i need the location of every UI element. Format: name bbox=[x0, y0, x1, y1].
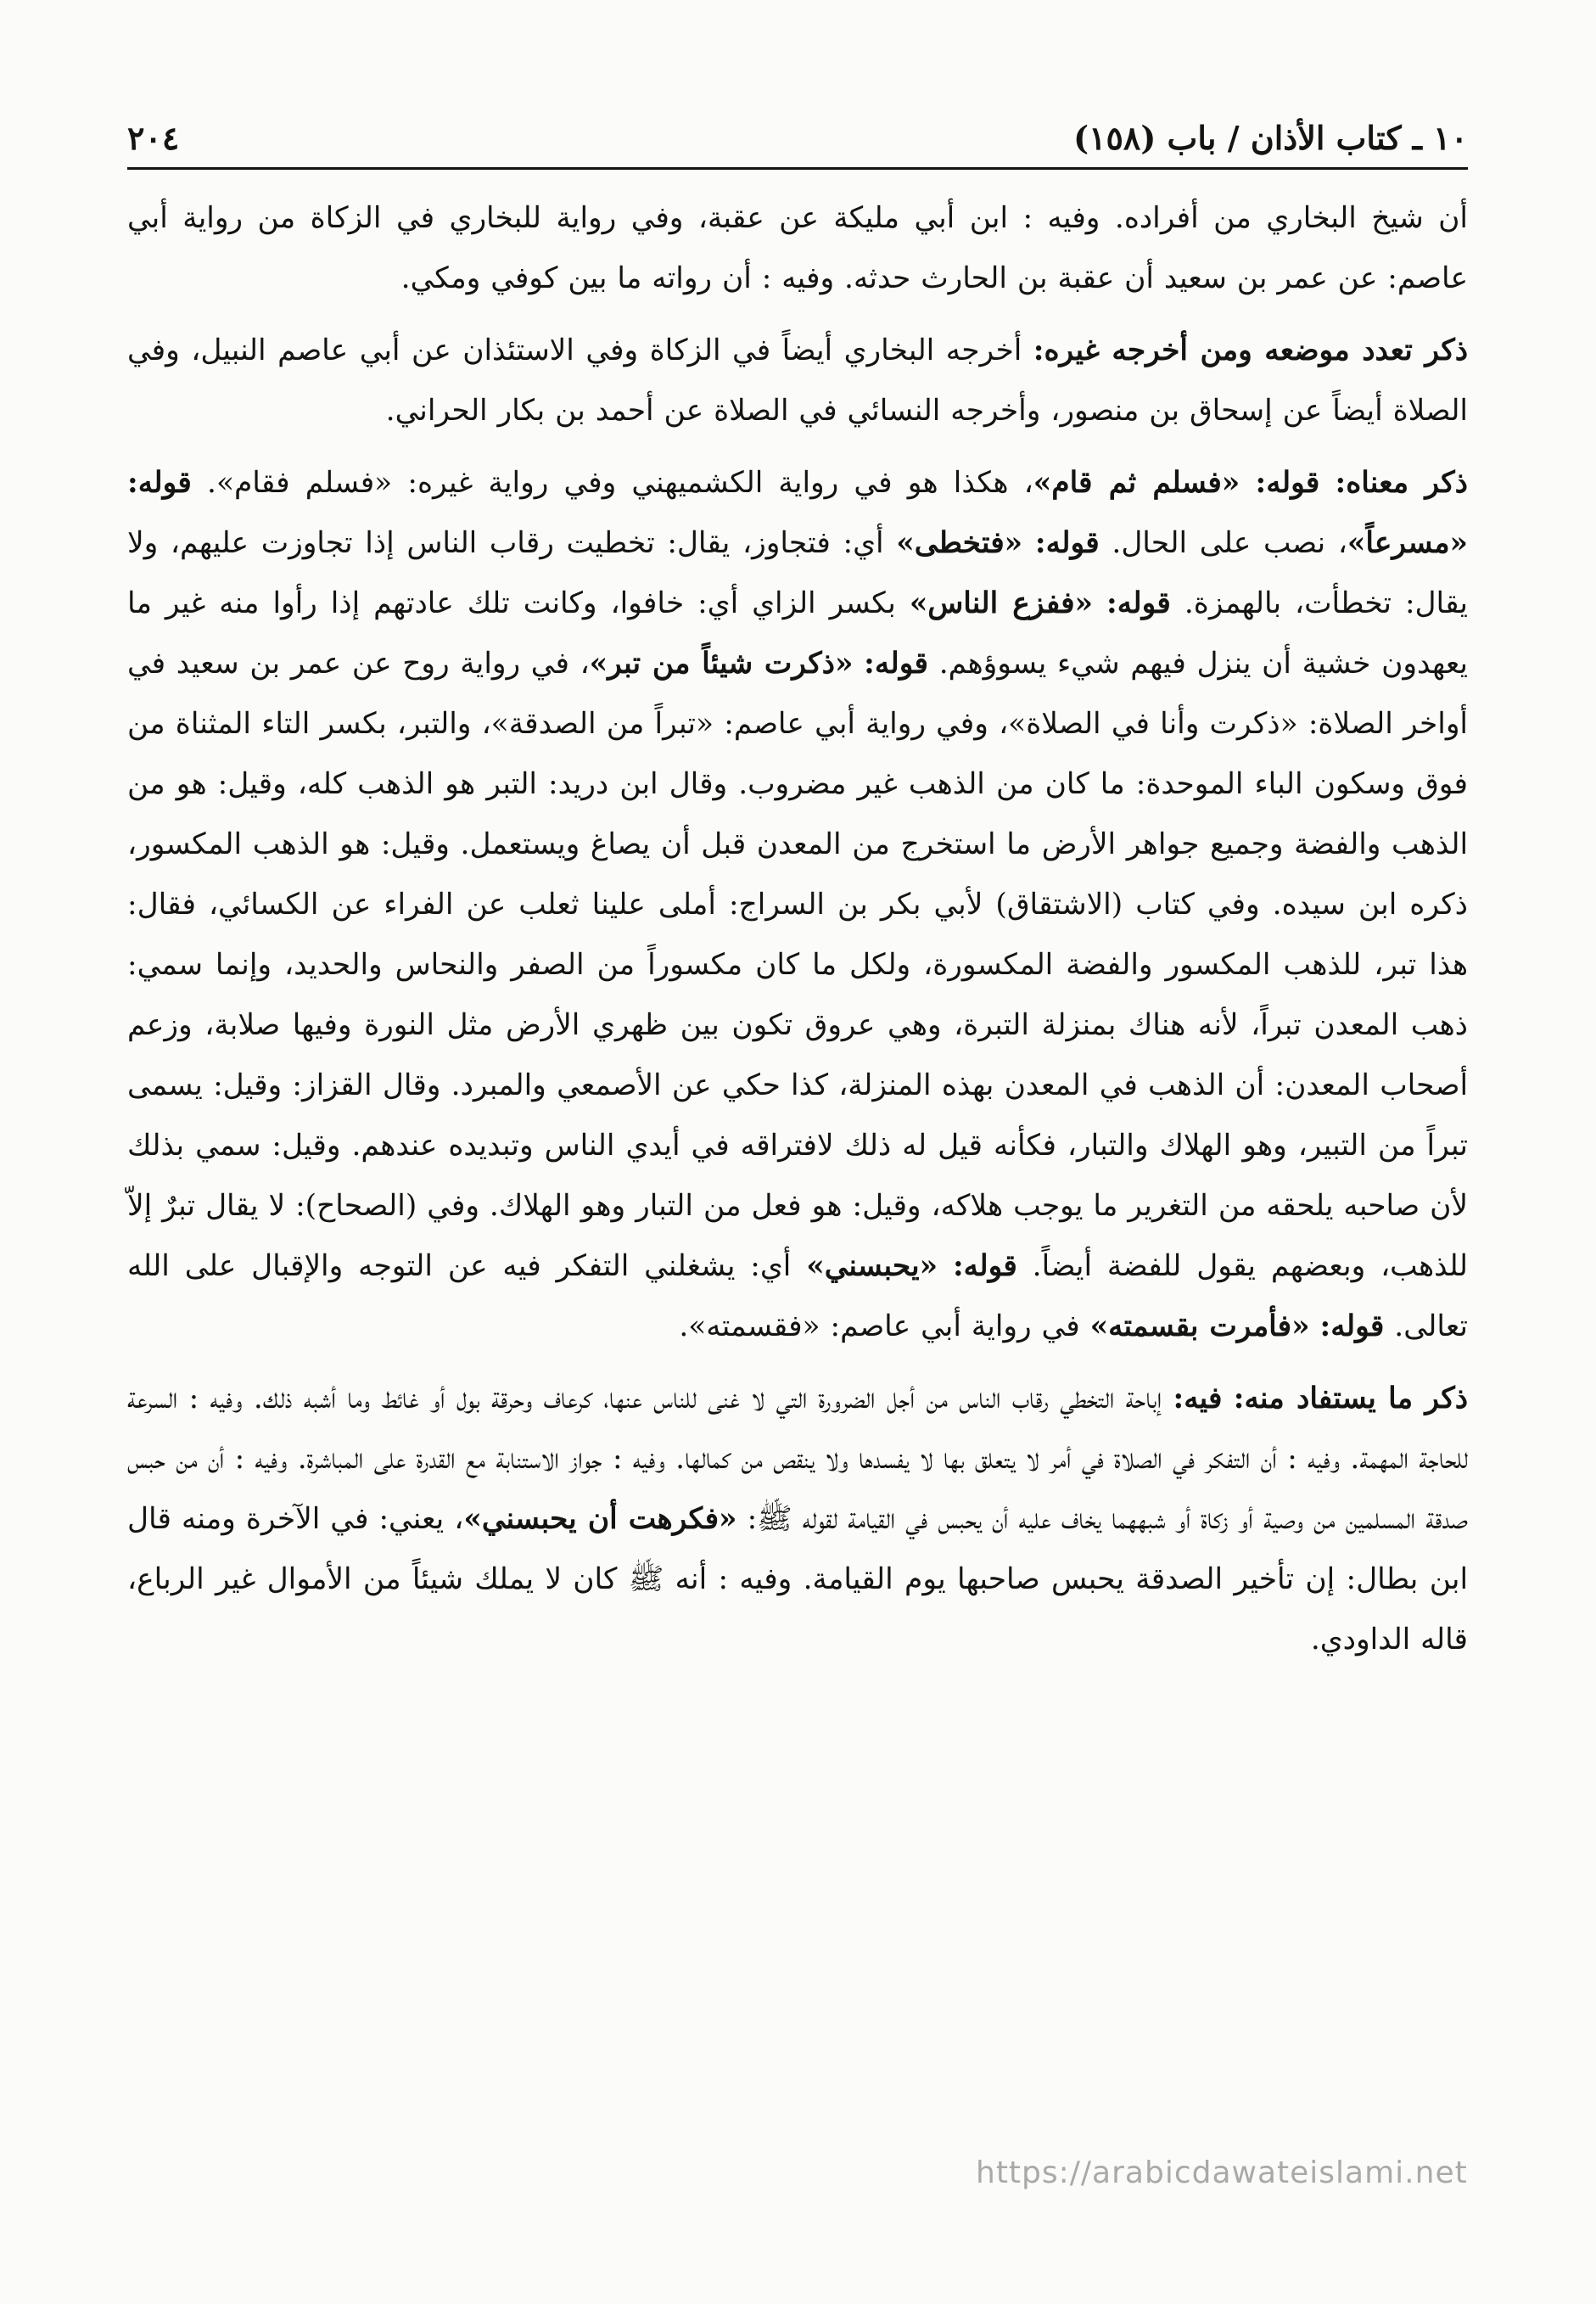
paragraph-narrators bbox=[127, 188, 1468, 309]
qawl-label: قوله: bbox=[1319, 1309, 1385, 1343]
qawl-label: قوله: bbox=[1106, 586, 1171, 620]
qawl-label: قوله: bbox=[127, 466, 192, 500]
paragraph-text: إباحة التخطي رقاب الناس من أجل الضرورة التي لا غنى للناس عنها، كرعاف وحرقة بول أو غائط وما أشبه ذلك. وفيه : السرعة للحاجة المهمة. وفيه : أن التفكر في الصلاة في أمر لا يتعلق بها لا يفسدها ولا ينقص من كمالها. وفيه : جواز الاستنابة مع القدرة على المباشرة. وفيه : أن من حبس صدقة المسلمين من وصية أو زكاة أو شبههما يخاف عليه أن يحبس في القيامة لقوله ﷺ: bbox=[127, 1382, 1468, 1536]
hadith-quote: «فكرهت أن يحبسني» bbox=[463, 1502, 737, 1536]
hadith-quote: «ذكرت شيئاً من تبر» bbox=[589, 647, 854, 681]
watermark-url: https://arabicdawateislami.net bbox=[976, 2155, 1468, 2190]
section-heading: ذكر تعدد موضعه ومن أخرجه غيره: bbox=[1033, 334, 1469, 367]
hadith-quote: «فتخطى» bbox=[896, 526, 1023, 560]
paragraph-sources bbox=[127, 321, 1468, 441]
paragraph-text: ، هكذا هو في رواية الكشميهني وفي رواية غيره: «فسلم فقام». bbox=[191, 466, 1033, 500]
hadith-quote: «فسلم ثم قام» bbox=[1033, 466, 1240, 500]
paragraph-meaning bbox=[127, 453, 1468, 1357]
hadith-quote: «ففزع الناس» bbox=[909, 586, 1094, 620]
book-page bbox=[127, 119, 1468, 1682]
paragraph-text: أي: فتجاوز، يقال: تخطيت رقاب الناس إذا تجاوزت عليهم، ولا يقال: تخطأت، بالهمزة. bbox=[127, 526, 1468, 620]
page-header bbox=[127, 119, 1468, 170]
qawl-label: قوله: bbox=[864, 647, 928, 681]
qawl-label: قوله: bbox=[1034, 526, 1100, 560]
paragraph-text: أي: يشغلني التفكر فيه عن التوجه والإقبال على الله تعالى. bbox=[127, 1249, 1468, 1343]
hadith-quote: «مسرعاً» bbox=[1347, 526, 1468, 560]
paragraph-text: بكسر الزاي أي: خافوا، وكانت تلك عادتهم إذا رأوا منه غير ما يعهدون خشية أن ينزل فيهم شيء يسوؤهم. bbox=[127, 586, 1469, 681]
section-heading: ذكر معناه: bbox=[1335, 466, 1468, 500]
section-heading: ذكر ما يستفاد منه: bbox=[1233, 1382, 1469, 1415]
running-title: ١٠ ـ كتاب الأذان / باب (١٥٨) bbox=[1073, 119, 1468, 157]
paragraph-text: في رواية أبي عاصم: «فقسمته». bbox=[679, 1309, 1090, 1343]
paragraph-text: أخرجه البخاري أيضاً في الزكاة وفي الاستئذان عن أبي عاصم النبيل، وفي الصلاة أيضاً عن إسحاق بن منصور، وأخرجه النسائي في الصلاة عن أحمد بن بكار الحراني. bbox=[127, 334, 1468, 428]
hadith-quote: «فأمرت بقسمته» bbox=[1089, 1309, 1310, 1343]
paragraph-benefits bbox=[127, 1369, 1468, 1670]
hadith-quote: «يحبسني» bbox=[806, 1249, 938, 1283]
paragraph-text: ، نصب على الحال. bbox=[1099, 526, 1347, 560]
qawl-label: قوله: bbox=[1255, 466, 1320, 500]
paragraph-text: ، في رواية روح عن عمر بن سعيد في أواخر الصلاة: «ذكرت وأنا في الصلاة»، وفي رواية أبي عاصم: «تبراً من الصدقة»، والتبر، بكسر التاء المثناة من فوق وسكون الباء الموحدة: ما كان من الذهب غير مضروب. وقال ابن دريد: التبر هو الذهب كله، وقيل: هو من الذهب والفضة وجميع جواهر الأرض ما استخرج من المعدن قبل أن يصاغ ويستعمل. وقيل: هو الذهب المكسور، ذكره ابن سيده. وفي كتاب (الاشتقاق) لأبي بكر بن السراج: أملى علينا ثعلب عن الفراء عن الكسائي، فقال: هذا تبر، للذهب المكسور والفضة المكسورة، ولكل ما كان مكسوراً من الصفر والنحاس والحديد، وإنما سمي: ذهب المعدن تبراً، لأنه هناك بمنزلة التبرة، وهي عروق تكون بين ظهري الأرض مثل النورة وفيها صلابة، وزعم أصحاب المعدن: أن الذهب في المعدن بهذه المنزلة، كذا حكي عن الأصمعي والمبرد. وقال القزاز: وقيل: يسمى تبراً من التبير، وهو الهلاك والتبار، فكأنه قيل له ذلك لافتراقه في أيدي الناس وتبديده عندهم. وقيل: سمي بذلك لأن صاحبه يلحقه من التغرير ما يوجب هلاكه، وقيل: هو فعل من التبار وهو الهلاك. وفي (الصحاح): لا يقال تبرٌ إلاّ للذهب، وبعضهم يقول للفضة أيضاً. bbox=[127, 647, 1468, 1283]
page-number: ٢٠٤ bbox=[127, 119, 180, 157]
paragraph-text: أن شيخ البخاري من أفراده. وفيه : ابن أبي مليكة عن عقبة، وفي رواية للبخاري في الزكاة من رواية أبي عاصم: عن عمر بن سعيد أن عقبة بن الحارث حدثه. وفيه : أن رواته ما بين كوفي ومكي. bbox=[127, 201, 1468, 295]
fihi-label: فيه: bbox=[1173, 1382, 1223, 1415]
qawl-label: قوله: bbox=[952, 1249, 1017, 1283]
paragraph-text: ، يعني: في الآخرة ومنه قال ابن بطال: إن تأخير الصدقة يحبس صاحبها يوم القيامة. وفيه : أنه ﷺ كان لا يملك شيئاً من الأموال غير الرباع، قاله الداودي. bbox=[127, 1502, 1468, 1657]
